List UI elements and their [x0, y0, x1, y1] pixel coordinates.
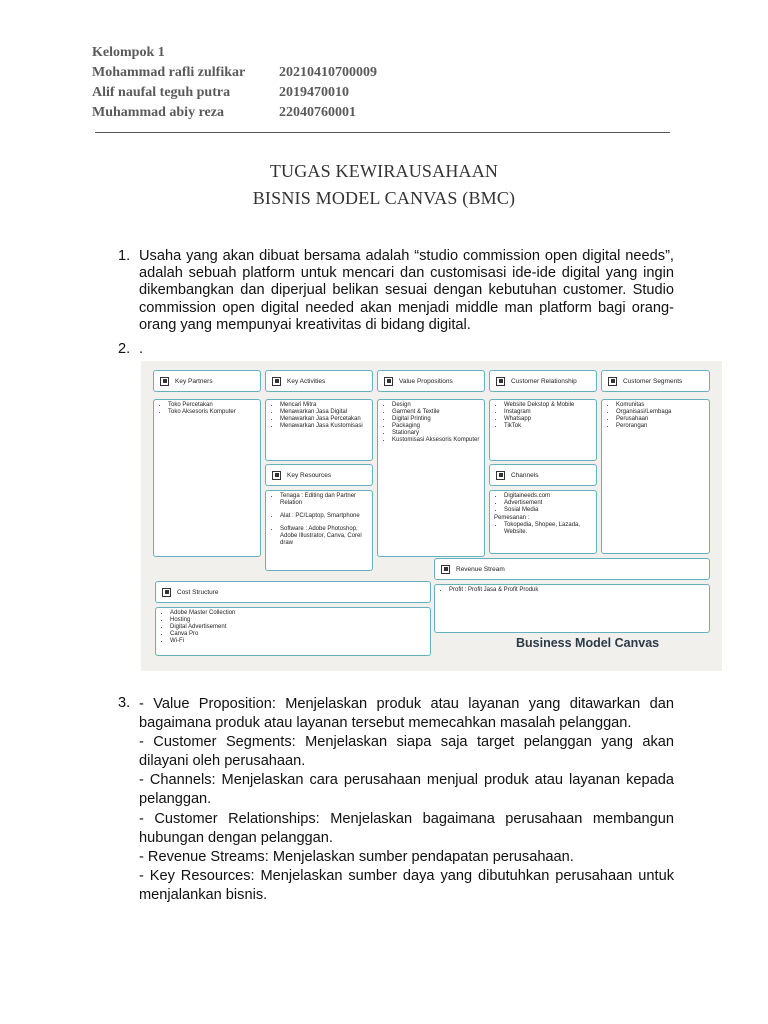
doc-title: TUGAS KEWIRAUSAHAAN — [269, 161, 499, 181]
list-item: • Komunitas — [616, 402, 705, 409]
list-item: • Tokopedia, Shopee, Lazada, Website. — [504, 522, 592, 536]
item-paragraph: - Revenue Streams: Menjelaskan sumber pendapatan perusahaan. — [139, 848, 574, 865]
list-item-3-row — [118, 695, 674, 905]
key-resources-header — [265, 464, 373, 486]
key-resources-box — [265, 490, 373, 571]
key-partners-header — [153, 370, 261, 392]
list-item: • Tenaga : Editing dan Partner Relation — [280, 493, 368, 507]
value-propositions-box — [377, 399, 485, 557]
list-item: • Hosting — [170, 617, 426, 624]
list-item: • Software : Adobe Photoshop, Adobe Illustrator, Canva, Corel draw — [280, 526, 368, 547]
customer-relationship-box — [489, 399, 597, 461]
member-id: 22040760001 — [279, 105, 356, 120]
key-activities-header — [265, 370, 373, 392]
value-propositions-header — [377, 370, 485, 392]
item-number: 2. — [118, 341, 131, 357]
item-number: 3. — [118, 695, 131, 711]
list-item: • Website Dekstop & Mobile — [504, 402, 592, 409]
key-resources-title: Key Resources — [287, 471, 332, 479]
list-item: • Toko Percetakan — [168, 402, 256, 409]
list-item: • Menawarkan Jasa Digital — [280, 409, 368, 416]
item-text: . — [139, 341, 144, 357]
item-paragraph: - Customer Relationships: Menjelaskan bagaimana perusahaan membangun hubungan dengan pelanggan. — [139, 810, 674, 846]
list-item: • Mencari Mitra — [280, 402, 368, 409]
heart-icon — [496, 377, 505, 386]
list-item: • Wi-Fi — [170, 638, 426, 645]
revenue-stream-header — [434, 558, 710, 580]
list-item: • Sosial Media — [504, 507, 592, 514]
money-icon — [441, 565, 450, 574]
list-item: • Perusahaan — [616, 416, 705, 423]
cost-structure-box — [155, 607, 431, 656]
list-item: • Packaging — [392, 423, 480, 430]
list-item: • Perorangan — [616, 423, 705, 430]
revenue-stream-box — [434, 584, 710, 633]
list-item: • Digital Advertisement — [170, 624, 426, 631]
customer-segments-header — [601, 370, 710, 392]
list-item: • Organisasi/Lembaga — [616, 409, 705, 416]
gift-icon — [384, 377, 393, 386]
customer-segments-box — [601, 399, 710, 554]
list-item: • Toko Aksesoris Komputer — [168, 409, 256, 416]
list-item: • Adobe Master Collection — [170, 610, 426, 617]
item-paragraph: - Value Proposition: Menjelaskan produk atau layanan yang ditawarkan dan bagaimana produk atau layanan tersebut memecahkan masalah pelanggan. — [139, 696, 674, 732]
factory-icon — [272, 471, 281, 480]
member-name: Mohammad rafli zulfikar — [92, 65, 246, 80]
bmc-figure — [141, 361, 722, 671]
list-item-2 — [118, 341, 674, 357]
list-item: • Digital Printing — [392, 416, 480, 423]
list-item: • Design — [392, 402, 480, 409]
item-text: Usaha yang akan dibuat bersama adalah “studio commission open digital needs”, adalah sebuah platform untuk mencari dan customisasi ide-ide digital yang ingin dikembangkan dan diperjual belikan sesuai dengan kebutuhan customer. Studio commission open digital needed akan menjadi middle man platform bagi orang-orang yang mempunyai kreativitas di bidang digital. — [139, 248, 674, 333]
customer-segments-title: Customer Segments — [623, 377, 683, 385]
list-item: • Alat : PC/Laptop, Smartphone — [280, 513, 368, 520]
item-paragraph: - Key Resources: Menjelaskan sumber daya yang dibutuhkan perusahaan untuk menjalankan bisnis. — [139, 867, 674, 903]
list-item: • Whatsapp — [504, 416, 592, 423]
truck-icon — [496, 471, 505, 480]
channels-title: Channels — [511, 471, 539, 479]
member-row — [92, 103, 377, 123]
list-item: • TikTok — [504, 423, 592, 430]
users-icon — [608, 377, 617, 386]
clipboard-icon — [272, 377, 281, 386]
key-activities-title: Key Activities — [287, 377, 326, 385]
member-name: Alif naufal teguh putra — [92, 85, 231, 100]
item-paragraph: - Channels: Menjelaskan cara perusahaan menjual produk atau layanan kepada pelanggan. — [139, 772, 674, 808]
list-item: • Profit : Profit Jasa & Profit Produk — [449, 587, 705, 594]
group-name: Kelompok 1 — [92, 45, 165, 60]
list-item: • Advertisement — [504, 500, 592, 507]
channels-box — [489, 490, 597, 554]
member-id: 20210410700009 — [279, 65, 377, 80]
gear-icon — [162, 588, 171, 597]
item-paragraph: - Customer Segments: Menjelaskan siapa saja target pelanggan yang akan dilayani oleh perusahaan. — [139, 734, 674, 770]
list-item: • Instagram — [504, 409, 592, 416]
cost-structure-header — [155, 581, 431, 603]
customer-relationship-title: Customer Relationship — [511, 377, 577, 385]
key-partners-box — [153, 399, 261, 557]
channels-subheading: Pemesanan : — [494, 515, 530, 521]
list-item: • Kustomisasi Aksesoris Komputer — [392, 437, 480, 444]
list-item-3 — [118, 695, 674, 905]
member-row — [92, 63, 377, 83]
group-header — [92, 43, 377, 123]
handshake-icon — [160, 377, 169, 386]
list-item-1 — [118, 248, 674, 334]
doc-subtitle: BISNIS MODEL CANVAS (BMC) — [252, 188, 516, 208]
member-name: Muhammad abiy reza — [92, 105, 224, 120]
list-item-2-row — [118, 341, 674, 357]
key-partners-title: Key Partners — [175, 377, 213, 385]
list-item: • Digitaineeds.com — [504, 493, 592, 500]
member-row — [92, 83, 377, 103]
cost-structure-title: Cost Structure — [177, 588, 219, 596]
list-item: • Stationary — [392, 430, 480, 437]
value-propositions-title: Value Propositions — [399, 377, 453, 385]
member-id: 2019470010 — [279, 85, 349, 100]
list-item: • Menawarkan Jasa Percetakan — [280, 416, 368, 423]
list-item: • Canva Pro — [170, 631, 426, 638]
horizontal-rule — [95, 132, 670, 133]
list-item — [118, 248, 674, 334]
revenue-stream-title: Revenue Stream — [456, 565, 505, 573]
bmc-caption: Business Model Canvas — [516, 636, 660, 650]
list-item: • Menawarkan Jasa Kustomisasi — [280, 423, 368, 430]
item-number: 1. — [118, 248, 131, 264]
key-activities-box — [265, 399, 373, 461]
customer-relationship-header — [489, 370, 597, 392]
channels-header — [489, 464, 597, 486]
list-item: • Garment & Textile — [392, 409, 480, 416]
